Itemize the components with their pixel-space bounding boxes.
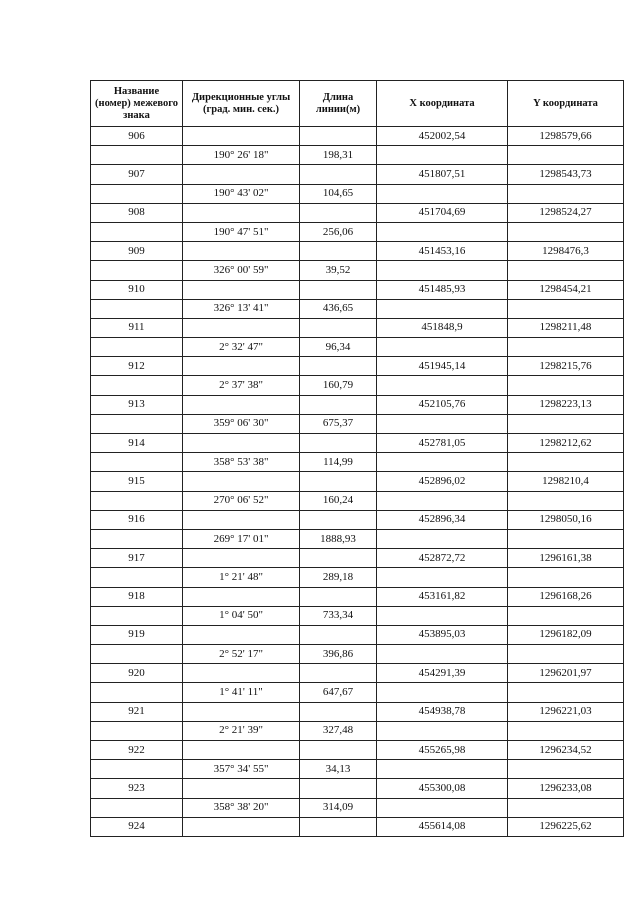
cell-marker-name: [91, 184, 183, 203]
cell-marker-name: [91, 376, 183, 395]
cell-direction-angle: 270° 06' 52": [183, 491, 300, 510]
cell-line-length: [300, 741, 377, 760]
cell-marker-name: [91, 529, 183, 548]
cell-line-length: [300, 280, 377, 299]
cell-line-length: [300, 434, 377, 453]
cell-x-coordinate: 453161,82: [377, 587, 508, 606]
table-row: [91, 376, 624, 395]
cell-direction-angle: [183, 434, 300, 453]
cell-x-coordinate: [377, 721, 508, 740]
cell-marker-name: [91, 261, 183, 280]
cell-x-coordinate: [377, 414, 508, 433]
cell-y-coordinate: 1296168,26: [508, 587, 624, 606]
cell-marker-name: 919: [91, 625, 183, 644]
table-row: [91, 338, 624, 357]
cell-direction-angle: [183, 741, 300, 760]
cell-direction-angle: [183, 587, 300, 606]
cell-line-length: [300, 779, 377, 798]
table-row: [91, 127, 624, 146]
table-row: [91, 625, 624, 644]
cell-x-coordinate: [377, 760, 508, 779]
cell-x-coordinate: 451945,14: [377, 357, 508, 376]
cell-x-coordinate: 451848,9: [377, 318, 508, 337]
table-row: [91, 222, 624, 241]
cell-x-coordinate: 455265,98: [377, 741, 508, 760]
cell-direction-angle: 269° 17' 01": [183, 529, 300, 548]
cell-x-coordinate: [377, 645, 508, 664]
table-row: [91, 702, 624, 721]
cell-y-coordinate: [508, 338, 624, 357]
cell-marker-name: 923: [91, 779, 183, 798]
cell-line-length: 327,48: [300, 721, 377, 740]
cell-marker-name: [91, 338, 183, 357]
cell-x-coordinate: [377, 568, 508, 587]
cell-line-length: 160,24: [300, 491, 377, 510]
table-row: [91, 491, 624, 510]
cell-y-coordinate: [508, 491, 624, 510]
table-row: [91, 395, 624, 414]
cell-line-length: [300, 664, 377, 683]
table-row: [91, 760, 624, 779]
cell-y-coordinate: 1298215,76: [508, 357, 624, 376]
table-row: [91, 549, 624, 568]
cell-direction-angle: 2° 21' 39": [183, 721, 300, 740]
cell-y-coordinate: 1296234,52: [508, 741, 624, 760]
cell-x-coordinate: 452872,72: [377, 549, 508, 568]
cell-x-coordinate: 455300,08: [377, 779, 508, 798]
cell-line-length: 198,31: [300, 146, 377, 165]
cell-direction-angle: 2° 37' 38": [183, 376, 300, 395]
header-y-coordinate: Y координата: [508, 81, 624, 127]
cell-marker-name: 922: [91, 741, 183, 760]
cell-line-length: [300, 587, 377, 606]
cell-y-coordinate: 1298579,66: [508, 127, 624, 146]
cell-y-coordinate: [508, 529, 624, 548]
header-marker-name: Название (номер) межевого знака: [91, 81, 183, 127]
cell-direction-angle: [183, 625, 300, 644]
cell-y-coordinate: [508, 222, 624, 241]
cell-x-coordinate: [377, 146, 508, 165]
cell-y-coordinate: 1298543,73: [508, 165, 624, 184]
cell-line-length: [300, 127, 377, 146]
cell-direction-angle: 1° 41' 11": [183, 683, 300, 702]
cell-y-coordinate: [508, 261, 624, 280]
cell-direction-angle: 358° 53' 38": [183, 453, 300, 472]
cell-direction-angle: 2° 52' 17": [183, 645, 300, 664]
cell-y-coordinate: 1298476,3: [508, 242, 624, 261]
cell-y-coordinate: 1298454,21: [508, 280, 624, 299]
cell-marker-name: [91, 491, 183, 510]
cell-direction-angle: [183, 242, 300, 261]
table-row: [91, 741, 624, 760]
cell-direction-angle: [183, 664, 300, 683]
cell-y-coordinate: 1298210,4: [508, 472, 624, 491]
cell-x-coordinate: [377, 798, 508, 817]
table-row: [91, 721, 624, 740]
cell-line-length: [300, 549, 377, 568]
cell-x-coordinate: [377, 261, 508, 280]
cell-x-coordinate: 452896,02: [377, 472, 508, 491]
cell-direction-angle: [183, 127, 300, 146]
cell-direction-angle: 190° 47' 51": [183, 222, 300, 241]
cell-marker-name: 908: [91, 203, 183, 222]
cell-x-coordinate: [377, 529, 508, 548]
cell-x-coordinate: [377, 222, 508, 241]
cell-marker-name: 918: [91, 587, 183, 606]
table-row: [91, 357, 624, 376]
cell-x-coordinate: 454938,78: [377, 702, 508, 721]
cell-direction-angle: [183, 395, 300, 414]
table-body: [91, 127, 624, 837]
cell-x-coordinate: [377, 184, 508, 203]
cell-line-length: 104,65: [300, 184, 377, 203]
cell-x-coordinate: 451807,51: [377, 165, 508, 184]
cell-marker-name: [91, 453, 183, 472]
cell-line-length: [300, 242, 377, 261]
table-row: [91, 529, 624, 548]
cell-x-coordinate: 453895,03: [377, 625, 508, 644]
header-line-length: Длина линии(м): [300, 81, 377, 127]
cell-marker-name: 917: [91, 549, 183, 568]
table-row: [91, 434, 624, 453]
table-row: [91, 779, 624, 798]
cell-line-length: 96,34: [300, 338, 377, 357]
cell-marker-name: 906: [91, 127, 183, 146]
cell-y-coordinate: 1298050,16: [508, 510, 624, 529]
cell-line-length: 1888,93: [300, 529, 377, 548]
cell-line-length: 160,79: [300, 376, 377, 395]
cell-x-coordinate: [377, 453, 508, 472]
cell-marker-name: 912: [91, 357, 183, 376]
cell-line-length: 396,86: [300, 645, 377, 664]
table-row: [91, 606, 624, 625]
cell-x-coordinate: [377, 683, 508, 702]
cell-marker-name: 909: [91, 242, 183, 261]
cell-y-coordinate: 1296201,97: [508, 664, 624, 683]
cell-line-length: 256,06: [300, 222, 377, 241]
cell-line-length: [300, 357, 377, 376]
cell-x-coordinate: [377, 606, 508, 625]
cell-line-length: [300, 395, 377, 414]
cell-marker-name: [91, 146, 183, 165]
cell-x-coordinate: 454291,39: [377, 664, 508, 683]
cell-direction-angle: 190° 26' 18": [183, 146, 300, 165]
cell-marker-name: [91, 568, 183, 587]
cell-y-coordinate: 1296182,09: [508, 625, 624, 644]
cell-y-coordinate: [508, 683, 624, 702]
cell-direction-angle: 357° 34' 55": [183, 760, 300, 779]
cell-direction-angle: [183, 165, 300, 184]
cell-y-coordinate: [508, 645, 624, 664]
cell-y-coordinate: [508, 606, 624, 625]
cell-direction-angle: [183, 357, 300, 376]
cell-direction-angle: 190° 43' 02": [183, 184, 300, 203]
cell-direction-angle: [183, 510, 300, 529]
cell-line-length: [300, 625, 377, 644]
cell-x-coordinate: [377, 491, 508, 510]
cell-y-coordinate: [508, 146, 624, 165]
cell-y-coordinate: [508, 721, 624, 740]
cell-line-length: [300, 318, 377, 337]
cell-direction-angle: [183, 203, 300, 222]
cell-line-length: 314,09: [300, 798, 377, 817]
cell-line-length: [300, 472, 377, 491]
cell-marker-name: [91, 606, 183, 625]
cell-y-coordinate: 1298211,48: [508, 318, 624, 337]
cell-direction-angle: [183, 702, 300, 721]
table-row: [91, 299, 624, 318]
cell-y-coordinate: 1296161,38: [508, 549, 624, 568]
cell-line-length: 436,65: [300, 299, 377, 318]
cell-x-coordinate: 452896,34: [377, 510, 508, 529]
cell-y-coordinate: 1296225,62: [508, 817, 624, 836]
table-row: [91, 203, 624, 222]
table-row: [91, 146, 624, 165]
cell-y-coordinate: 1298212,62: [508, 434, 624, 453]
cell-direction-angle: [183, 280, 300, 299]
cell-marker-name: [91, 721, 183, 740]
table-row: [91, 318, 624, 337]
cell-marker-name: [91, 299, 183, 318]
cell-line-length: [300, 702, 377, 721]
cell-direction-angle: [183, 318, 300, 337]
cell-x-coordinate: [377, 299, 508, 318]
cell-line-length: 733,34: [300, 606, 377, 625]
cell-marker-name: [91, 760, 183, 779]
header-direction-angle: Дирекционные углы (град. мин. сек.): [183, 81, 300, 127]
table-row: [91, 414, 624, 433]
boundary-coordinates-document: [90, 80, 623, 837]
cell-line-length: 114,99: [300, 453, 377, 472]
table-row: [91, 453, 624, 472]
table-row: [91, 261, 624, 280]
cell-direction-angle: [183, 472, 300, 491]
cell-y-coordinate: [508, 184, 624, 203]
table-row: [91, 683, 624, 702]
table-row: [91, 645, 624, 664]
cell-direction-angle: 326° 00' 59": [183, 261, 300, 280]
cell-line-length: 647,67: [300, 683, 377, 702]
header-x-coordinate: X координата: [377, 81, 508, 127]
cell-marker-name: 924: [91, 817, 183, 836]
cell-y-coordinate: [508, 760, 624, 779]
table-row: [91, 587, 624, 606]
table-row: [91, 280, 624, 299]
cell-line-length: 34,13: [300, 760, 377, 779]
cell-line-length: [300, 817, 377, 836]
cell-y-coordinate: 1298223,13: [508, 395, 624, 414]
cell-x-coordinate: 451704,69: [377, 203, 508, 222]
cell-direction-angle: [183, 817, 300, 836]
cell-direction-angle: [183, 779, 300, 798]
cell-y-coordinate: 1296221,03: [508, 702, 624, 721]
table-row: [91, 510, 624, 529]
cell-line-length: 39,52: [300, 261, 377, 280]
cell-x-coordinate: 452002,54: [377, 127, 508, 146]
cell-marker-name: 913: [91, 395, 183, 414]
table-row: [91, 568, 624, 587]
cell-x-coordinate: 451453,16: [377, 242, 508, 261]
cell-marker-name: 914: [91, 434, 183, 453]
cell-direction-angle: 326° 13' 41": [183, 299, 300, 318]
cell-y-coordinate: 1296233,08: [508, 779, 624, 798]
table-row: [91, 472, 624, 491]
cell-x-coordinate: 455614,08: [377, 817, 508, 836]
cell-line-length: [300, 165, 377, 184]
cell-marker-name: [91, 222, 183, 241]
cell-y-coordinate: [508, 568, 624, 587]
cell-direction-angle: 1° 04' 50": [183, 606, 300, 625]
cell-direction-angle: 358° 38' 20": [183, 798, 300, 817]
table-row: [91, 664, 624, 683]
cell-line-length: [300, 203, 377, 222]
cell-marker-name: 921: [91, 702, 183, 721]
cell-line-length: [300, 510, 377, 529]
table-row: [91, 165, 624, 184]
cell-y-coordinate: [508, 798, 624, 817]
table-row: [91, 798, 624, 817]
cell-x-coordinate: [377, 338, 508, 357]
table-header-row: [91, 81, 624, 127]
cell-line-length: 289,18: [300, 568, 377, 587]
cell-marker-name: 910: [91, 280, 183, 299]
cell-direction-angle: 359° 06' 30": [183, 414, 300, 433]
cell-marker-name: 915: [91, 472, 183, 491]
cell-marker-name: [91, 683, 183, 702]
coordinates-table: [90, 80, 624, 837]
cell-x-coordinate: 452781,05: [377, 434, 508, 453]
cell-marker-name: [91, 645, 183, 664]
cell-y-coordinate: [508, 299, 624, 318]
cell-marker-name: 916: [91, 510, 183, 529]
cell-direction-angle: [183, 549, 300, 568]
cell-marker-name: [91, 798, 183, 817]
table-row: [91, 242, 624, 261]
cell-x-coordinate: 451485,93: [377, 280, 508, 299]
cell-x-coordinate: 452105,76: [377, 395, 508, 414]
table-row: [91, 817, 624, 836]
cell-y-coordinate: [508, 376, 624, 395]
cell-marker-name: 907: [91, 165, 183, 184]
cell-direction-angle: 1° 21' 48": [183, 568, 300, 587]
cell-line-length: 675,37: [300, 414, 377, 433]
cell-y-coordinate: [508, 414, 624, 433]
table-row: [91, 184, 624, 203]
cell-y-coordinate: 1298524,27: [508, 203, 624, 222]
cell-marker-name: 920: [91, 664, 183, 683]
cell-direction-angle: 2° 32' 47": [183, 338, 300, 357]
cell-marker-name: [91, 414, 183, 433]
cell-y-coordinate: [508, 453, 624, 472]
cell-marker-name: 911: [91, 318, 183, 337]
cell-x-coordinate: [377, 376, 508, 395]
